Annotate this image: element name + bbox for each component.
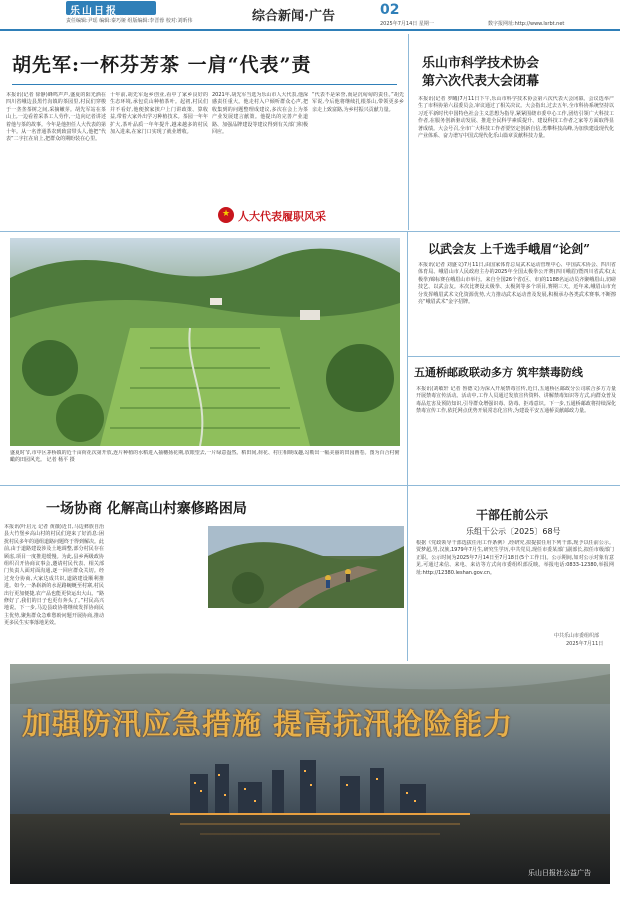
notice-subhead: 乐组干公示〔2025〕68号 xyxy=(466,527,561,536)
landscape-photo xyxy=(10,238,400,446)
editor-meta: 责任编辑:尹瑶 编辑:秦巧娅 组版编辑:李晋蓉 校对:刘昕伟 xyxy=(66,18,193,24)
top-story-col-1: 本报讯(记者 徐静)蜂鸣声声,盛夏的阳光洒在四川省峨边县黑竹沟镇的茶园里,村民们穿梭于一垄垄茶树之间,采摘嫩芽。胡先军站在茶山上,一边看着采茶工人劳作,一边向记者讲述着他与茶的故事。今年是他担任人大代表的第十年。从一名普通茶农到致富带头人,他把“代表”二字扛在肩上,把群众的期盼装在心里。 xyxy=(6,92,106,143)
site-url: 数字报网址:http://www.lsrbt.net xyxy=(488,21,565,27)
sast-body: 本报讯(记者 罗曦)7月11日下午,乐山市科学技术协会第六次代表大会闭幕。会议选举产生了市科协第六届委员会,审议通过了相关决议。大会指出,过去五年,全市科协系统坚持以习近平新时代中国特色社会主义思想为指导,紧紧围绕市委中心工作,团结引领广大科技工作者,在服务创新驱动发展、推进全民科学素质提升、建设科技工作者之家等方面取得显著成绩。大会号召,全市广大科技工作者要坚定创新自信,勇攀科技高峰,为加快建设现代化产业体系、奋力谱写中国式现代化乐山篇章贡献科技力量。 xyxy=(418,96,614,140)
logo-text: 乐山日报 xyxy=(70,6,118,17)
top-story-col-2: 十年前,胡先军返乡创业,看中了家乡良好的生态环境,承包荒山种植茶叶。起初,村民们并不看好,他便挨家挨户上门讲政策、算收益,带着大家外出学习种植技术。茶园一年年扩大,茶叶品质一年年提升,越来越多的村民加入进来,在家门口实现了就业增收。 xyxy=(110,92,208,136)
road-headline: 一场协商 化解高山村寨修路困局 xyxy=(46,501,247,517)
notice-signoff-date: 2025年7月11日 xyxy=(566,641,604,647)
top-story xyxy=(0,34,408,230)
wutong-headline: 五通桥邮政联动多方 筑牢禁毒防线 xyxy=(414,366,583,379)
road-body: 本报讯(叶启元 记者 黄薇)近日,马边彝族自治县大竹堡乡高山村的村民们迎来了好消息:困扰村民多年的通组道路问题终于得到解决。此前,由于道路建设涉及土地调整,部分村民存在顾虑,项目一度推进缓慢。为此,县乡两级政协组织召开协商议事会,邀请村民代表、相关部门负责人面对面沟通,逐一回应群众关切。经过充分协商,大家达成共识,道路建设顺利推进。如今,一条崭新的水泥路蜿蜒至村寨,村民出行更加便捷,农产品也能更快运出大山。“路修好了,我们的日子也更有奔头了。”村民高兴地说。下一步,马边县政协将继续发挥协商民主优势,聚焦群众急难愁盼问题开展协商,推动更多民生实事落地见效。 xyxy=(4,524,104,627)
issue-date: 2025年7月14日 星期一 xyxy=(380,21,434,27)
masthead xyxy=(0,0,620,32)
masthead-rule xyxy=(0,29,620,31)
top-story-headline-rule xyxy=(12,84,397,85)
banner-credit: 乐山日报社公益广告 xyxy=(528,869,591,877)
vertical-divider-bottom xyxy=(407,486,408,661)
vertical-divider-top xyxy=(408,34,409,230)
top-story-col-3: 2021年,胡先军当选为乐山市人大代表,他深感责任重大。他走村入户倾听群众心声,把收集到的问题整理成建议,多次在会上为茶产业发展建言献策。他提出的完善产业道路、加强品牌建设等建议得到有关部门积极回应。 xyxy=(212,92,308,136)
sast-headline-line2: 第六次代表大会闭幕 xyxy=(422,74,540,89)
wutong-body: 本报讯(刘敏轩 记者 鲁德文)为深入开展禁毒宣传,近日,五通桥区邮政分公司联合多方力量开展禁毒宣传活动。活动中,工作人员通过发放宣传资料、讲解禁毒知识等方式,向群众普及毒品危害及预防知识,引导群众增强识毒、防毒、拒毒意识。下一步,五通桥邮政将持续深化禁毒宣传工作,依托网点优势开展常态化宣传,为建设平安五通桥贡献邮政力量。 xyxy=(416,386,616,415)
flood-prevention-banner xyxy=(10,664,610,884)
emblem-star-icon: ★ xyxy=(222,209,231,219)
banner-slogan: 加强防汛应急措施 提高抗汛抢险能力 xyxy=(22,707,514,741)
wushu-headline: 以武会友 上千选手峨眉“论剑” xyxy=(428,242,590,256)
vertical-divider-mid xyxy=(407,232,408,485)
top-story-headline: 胡先军:一杯芬芳茶 一肩“代表”责 xyxy=(12,54,312,76)
sast-story xyxy=(412,34,616,230)
horizontal-divider-right xyxy=(408,356,620,357)
top-story-col-4: “代表不是荣誉,而是沉甸甸的责任。”胡先军说,今后他将继续扎根茶山,带领更多乡亲走上致富路,为乡村振兴贡献力量。 xyxy=(312,92,404,113)
road-body-col1 xyxy=(4,524,104,656)
official-notice xyxy=(412,486,616,660)
road-story xyxy=(0,486,408,660)
page-number: 02 xyxy=(380,2,400,18)
wushu-story xyxy=(412,232,616,352)
section-title: 综合新闻·广告 xyxy=(252,9,335,24)
wutong-story xyxy=(412,358,616,484)
wushu-body: 本报讯(记者 刘盛文)7月11日,由国家体育总局武术运动管理中心、中国武术协会、四川省体育局、峨眉山市人民政府主办的2025年全国太极拳公开赛(四川峨眉)暨四川省武术(太极拳)锦标赛在峨眉山市举行。来自全国26个省(区、市)的1188名运动员齐聚峨眉山,切磋技艺、以武会友。本次比赛设太极拳、太极剑等多个项目,赛期三天。近年来,峨眉山市充分发挥峨眉武术文化资源优势,大力推动武术运动普及发展,积极承办各类武术赛事,不断擦亮“峨眉武术”金字招牌。 xyxy=(418,262,616,306)
notice-signoff-org: 中共乐山市委组织部 xyxy=(554,633,600,639)
npc-badge xyxy=(216,204,376,226)
notice-body: 根据《党政领导干部选拔任用工作条例》,经研究,拟提拔任用下列干部,现予以任前公示。贾梦超,男,汉族,1979年7月生,研究生学历,中共党员,现任市委某部门副部长,拟任市级部门正职。公示时间为2025年7月14日至7月18日(5个工作日)。公示期间,如对公示对象有意见,可通过来信、来电、来访等方式向市委组织部反映。举报电话:0833-12380,举报网址:http://12380.leshan.gov.cn。 xyxy=(416,540,614,576)
sast-headline-line1: 乐山市科学技术协会 xyxy=(422,56,540,71)
notice-headline: 干部任前公示 xyxy=(476,508,549,522)
photo-caption: 盛夏时节,市中区茅桥镇的近千亩荷花次第开放,连片种植的水稻进入抽穗扬花期,放眼望去,一片绿意盎然。稻田间,荷花、村庄相映成趣,勾勒出一幅美丽的田园画卷。图为百合村俯瞰的田园风光。 记者 杨平 摄 xyxy=(10,450,400,463)
npc-badge-label: 人大代表履职风采 xyxy=(238,210,326,223)
road-photo xyxy=(208,526,404,608)
